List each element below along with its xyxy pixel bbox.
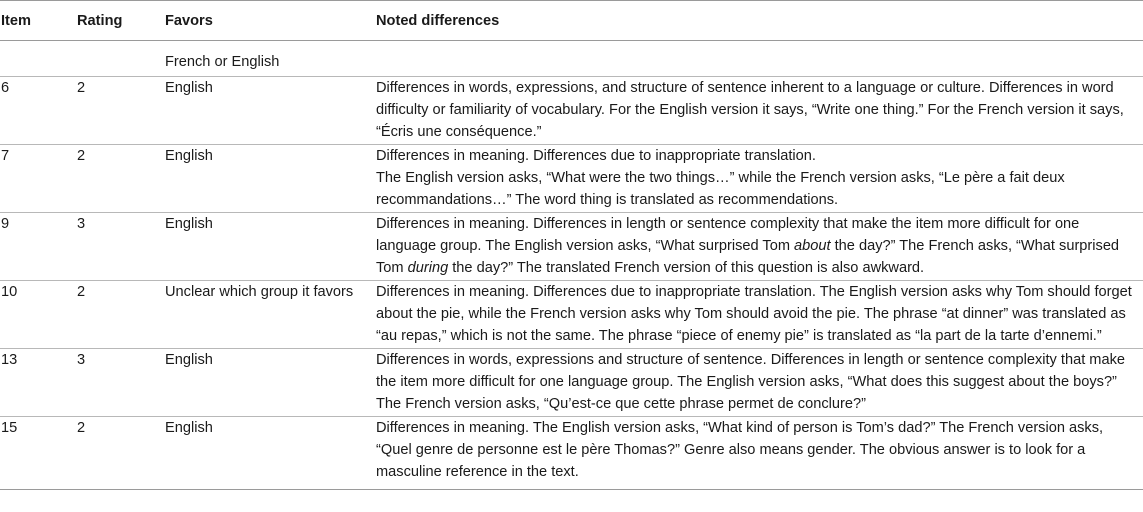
notes-text: Differences in meaning. Differences in length or sentence complexity that make the item more difficult for one language group. The English version asks, “What surprised Tom [376, 216, 1080, 254]
table-row [0, 281, 1143, 349]
table-row [0, 417, 1143, 490]
favors-cell: English [161, 77, 372, 145]
rating-cell: 3 [73, 213, 161, 281]
rating-cell: 2 [73, 145, 161, 213]
table-row [0, 349, 1143, 417]
item-cell: 9 [0, 213, 73, 281]
subheader-rating-cell [73, 41, 161, 77]
subheader-item-cell [0, 41, 73, 77]
table-row [0, 145, 1143, 213]
notes-paragraph: Differences in meaning. Differences due to inappropriate translation. The English version asks why Tom should forget about the pie, while the French version asks why Tom should avoid the pie. The phrase “at dinner” was translated as “au repas,” which is not the same. The phrase “piece of enemy pie” is translated as “la part de la tarte d’ennemi.” [376, 284, 1132, 344]
subheader-favors-cell: French or English [165, 54, 280, 70]
table-header [0, 1, 1143, 41]
notes-paragraph: Differences in words, expressions, and structure of sentence inherent to a language or culture. Differences in word difficulty or familiarity of vocabulary. For the English version it says, “Write one thing.” For the French version it says, “Écris une conséquence.” [376, 80, 1124, 140]
subheader-row [0, 41, 1143, 77]
notes-cell [372, 77, 1143, 145]
notes-cell [372, 417, 1143, 490]
notes-paragraph: Differences in words, expressions and structure of sentence. Differences in length or sentence complexity that make the item more difficult for one language group. The English version asks, “What does this suggest about the boys?” The French version asks, “Qu’est-ce que cette phrase permet de conclure?” [376, 352, 1125, 412]
subheader-notes-cell [372, 41, 1143, 77]
notes-emphasis: about [794, 238, 831, 254]
favors-cell: English [161, 417, 372, 490]
rating-cell: 2 [73, 417, 161, 490]
item-cell: 6 [0, 77, 73, 145]
notes-cell [372, 145, 1143, 213]
favors-cell: English [161, 145, 372, 213]
table-row [0, 77, 1143, 145]
notes-paragraph: Differences in meaning. Differences due to inappropriate translation. [376, 148, 816, 164]
header-favors: Favors [161, 1, 372, 41]
notes-paragraph: Differences in meaning. The English version asks, “What kind of person is Tom’s dad?” The French version asks, “Quel genre de personne est le père Thomas?” Genre also means gender. The obvious answer is to look for a masculine reference in the text. [376, 420, 1104, 480]
rating-cell: 2 [73, 77, 161, 145]
header-row [0, 1, 1143, 41]
notes-emphasis: during [407, 260, 449, 276]
item-cell: 13 [0, 349, 73, 417]
table-body [0, 41, 1143, 490]
notes-text: the day?” The French asks, “What surprised Tom [376, 238, 1120, 276]
notes-cell [372, 213, 1143, 281]
notes-paragraph [376, 213, 1141, 279]
notes-cell [372, 281, 1143, 349]
notes-paragraph: The English version asks, “What were the two things…” while the French version asks, “Le père a fait deux recommandations…” The word thing is translated as recommendations. [376, 170, 1065, 208]
favors-cell: Unclear which group it favors [161, 281, 372, 349]
rating-cell: 2 [73, 281, 161, 349]
header-rating: Rating [73, 1, 161, 41]
item-cell: 7 [0, 145, 73, 213]
notes-cell [372, 349, 1143, 417]
notes-text: the day?” The translated French version of this question is also awkward. [448, 260, 925, 276]
favors-cell: English [161, 349, 372, 417]
item-cell: 10 [0, 281, 73, 349]
item-cell: 15 [0, 417, 73, 490]
header-noted-differences: Noted differences [372, 1, 1143, 41]
table-row [0, 213, 1143, 281]
favors-cell: English [161, 213, 372, 281]
header-item: Item [0, 1, 73, 41]
rating-cell: 3 [73, 349, 161, 417]
